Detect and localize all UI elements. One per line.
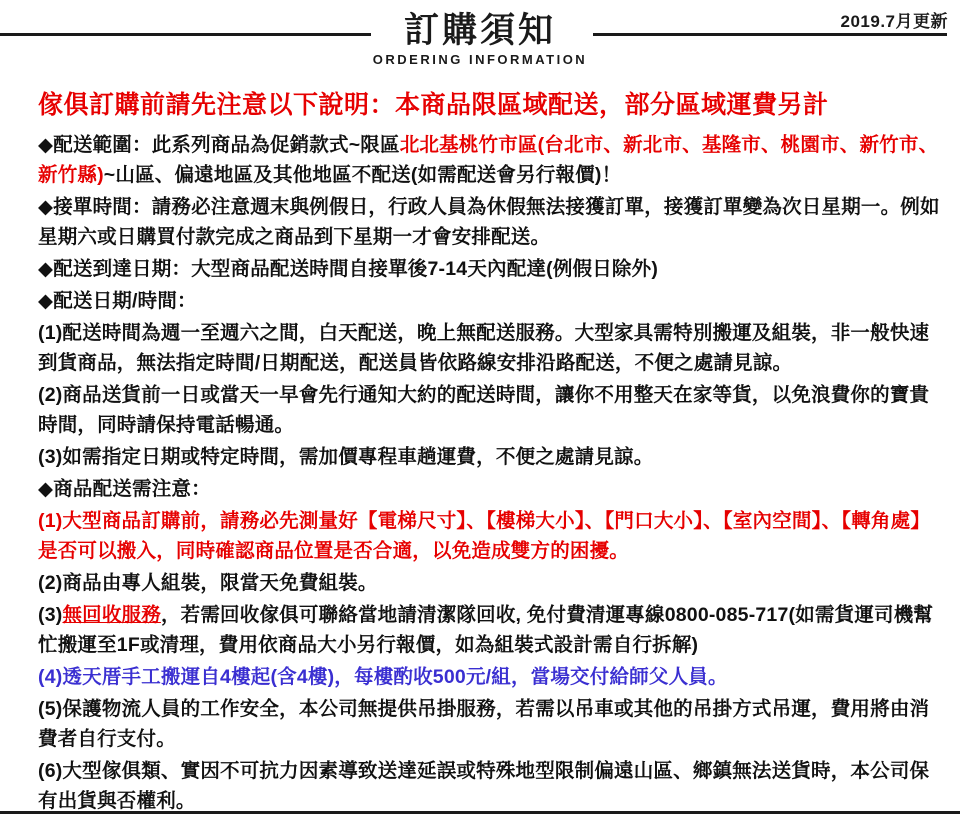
notice-paragraph [38, 568, 941, 598]
text-segment: (2)商品由專人組裝，限當天免費組裝。 [38, 572, 378, 594]
text-segment: ◆配送到達日期：大型商品配送時間自接單後7-14天內配達(例假日除外) [38, 258, 659, 280]
page-header [0, 0, 960, 76]
text-segment: (2)商品送貨前一日或當天一早會先行通知大約的配送時間，讓你不用整天在家等貨，以免浪費你的寶貴時間，同時請保持電話暢通。 [38, 384, 930, 436]
notice-headline: 傢俱訂購前請先注意以下說明：本商品限區域配送，部分區域運費另計 [38, 91, 829, 119]
text-segment: ◆商品配送需注意： [38, 478, 211, 500]
page-subtitle: ORDERING INFORMATION [372, 52, 588, 67]
notice-paragraph [38, 662, 941, 692]
text-segment: 北北基桃竹市區(台北市、新北市、基隆市、桃園市、新竹市、新竹縣) [38, 134, 939, 186]
text-segment: (3)如需指定日期或特定時間，需加價專程車趟運費，不便之處請見諒。 [38, 446, 654, 468]
notice-paragraph [38, 600, 941, 660]
text-segment: (1)大型商品訂購前，請務必先測量好【電梯尺寸】、【樓梯大小】、【門口大小】、【室內空間】、【轉角處】是否可以搬入，同時確認商品位置是否合適，以免造成雙方的困擾。 [38, 510, 931, 562]
text-segment: ~山區、偏遠地區及其他地區不配送(如需配送會另行報價)！ [103, 164, 622, 186]
notice-paragraph [38, 286, 941, 316]
text-segment: 無回收服務 [62, 604, 161, 626]
notice-paragraph [38, 756, 941, 814]
notice-paragraph [38, 254, 941, 284]
notice-paragraph [38, 130, 941, 190]
text-segment: ◆配送範圍：此系列商品為促銷款式~限區 [38, 134, 400, 156]
notice-paragraph [38, 318, 941, 378]
page-title: 訂購須知 [403, 11, 556, 50]
notice-paragraph [38, 192, 941, 252]
notice-paragraph [38, 474, 941, 504]
notice-paragraph [38, 506, 941, 566]
text-segment: (1)配送時間為週一至週六之間，白天配送，晚上無配送服務。大型家具需特別搬運及組裝，非一般快速到貨商品，無法指定時間/日期配送，配送員皆依路線安排沿路配送，不便之處請見諒。 [38, 322, 930, 374]
text-segment: ◆配送日期/時間： [38, 290, 197, 312]
notice-body [0, 130, 960, 814]
notice-paragraph [38, 442, 941, 472]
text-segment: (3) [38, 604, 63, 626]
text-segment: (4)透天厝手工搬運自4樓起(含4樓)，每樓酌收500元/組，當場交付給師父人員。 [38, 666, 728, 688]
text-segment: ◆接單時間：請務必注意週末與例假日，行政人員為休假無法接獲訂單，接獲訂單變為次日星期一。例如星期六或日購買付款完成之商品到下星期一才會安排配送。 [38, 196, 940, 248]
text-segment: (5)保護物流人員的工作安全，本公司無提供吊掛服務，若需以吊車或其他的吊掛方式吊運，費用將由消費者自行支付。 [38, 698, 930, 750]
notice-paragraph [38, 694, 941, 754]
notice-paragraph [38, 380, 941, 440]
updated-date: 2019.7月更新 [840, 12, 948, 31]
text-segment: ，若需回收傢俱可聯絡當地請清潔隊回收, 免付費清運專線0800-085-717(如需貨運司機幫忙搬運至1F或清理，費用依商品大小另行報價，如為組裝式設計需自行拆解) [38, 604, 934, 656]
text-segment: (6)大型傢俱類、實因不可抗力因素導致送達延誤或特殊地型限制偏遠山區、鄉鎮無法送貨時，本公司保有出貨與否權利。 [38, 760, 930, 812]
